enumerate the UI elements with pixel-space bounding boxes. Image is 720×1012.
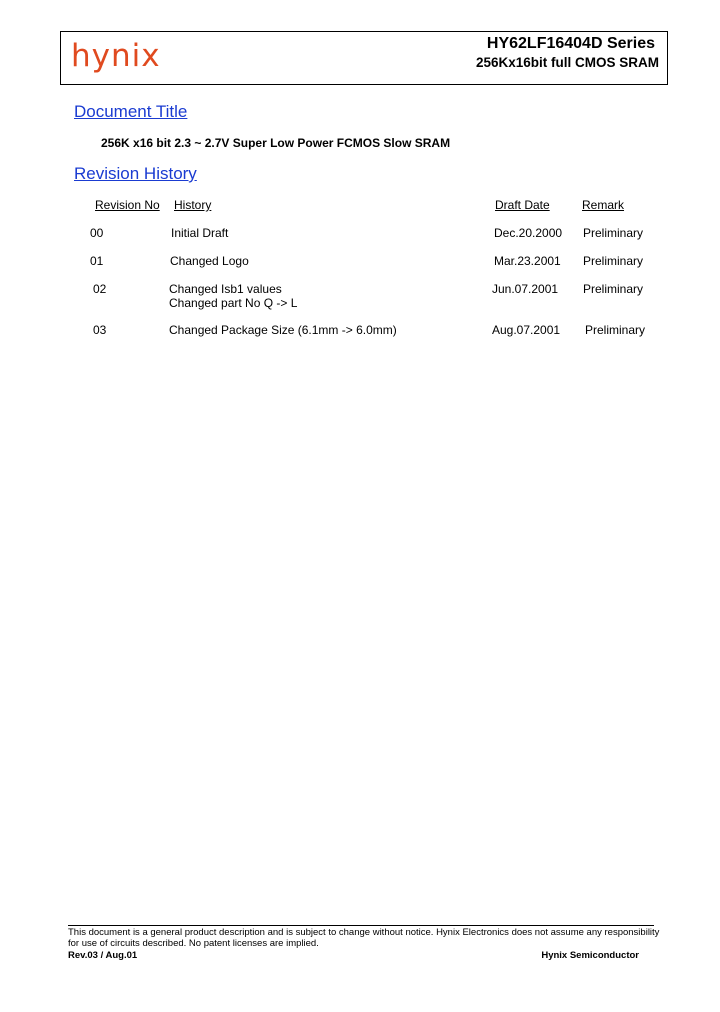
row-remark-03: Preliminary — [585, 323, 646, 337]
row-rev-00: 00 — [90, 226, 104, 240]
row-date-00: Dec.20.2000 — [494, 226, 563, 240]
footer-company: Hynix Semiconductor — [541, 950, 639, 961]
row-rev-03: 03 — [93, 323, 107, 337]
revision-history-heading: Revision History — [74, 164, 197, 183]
row-rev-02: 02 — [93, 282, 107, 296]
footer-disclaimer: This document is a general product description and is subject to change without notice. Hynix Electronics does not assume any responsibility for use of circuits described. No patent licenses are implied. — [68, 927, 660, 949]
row-history-02: Changed Isb1 values Changed part No Q -> L — [169, 282, 298, 310]
column-header-draft-date: Draft Date — [495, 198, 550, 212]
document-title-heading: Document Title — [74, 102, 188, 121]
column-header-revision-no: Revision No — [95, 198, 160, 212]
row-history-00: Initial Draft — [171, 226, 229, 240]
footer-revision: Rev.03 / Aug.01 — [68, 950, 138, 961]
row-history-01: Changed Logo — [170, 254, 249, 268]
column-header-remark: Remark — [582, 198, 625, 212]
row-history-03: Changed Package Size (6.1mm -> 6.0mm) — [169, 323, 397, 337]
row-date-02: Jun.07.2001 — [492, 282, 559, 296]
series-title: HY62LF16404D Series — [486, 35, 655, 52]
row-date-03: Aug.07.2001 — [492, 323, 561, 337]
document-title-text: 256K x16 bit 2.3 ~ 2.7V Super Low Power FCMOS Slow SRAM — [101, 136, 451, 150]
row-date-01: Mar.23.2001 — [494, 254, 561, 268]
header-box — [60, 31, 668, 85]
row-remark-02: Preliminary — [583, 282, 644, 296]
footer-divider — [68, 925, 654, 926]
row-rev-01: 01 — [90, 254, 104, 268]
row-remark-01: Preliminary — [583, 254, 644, 268]
row-remark-00: Preliminary — [583, 226, 644, 240]
column-header-history: History — [174, 198, 212, 212]
product-subtitle: 256Kx16bit full CMOS SRAM — [475, 55, 659, 70]
hynix-logo: hynix — [71, 38, 161, 74]
